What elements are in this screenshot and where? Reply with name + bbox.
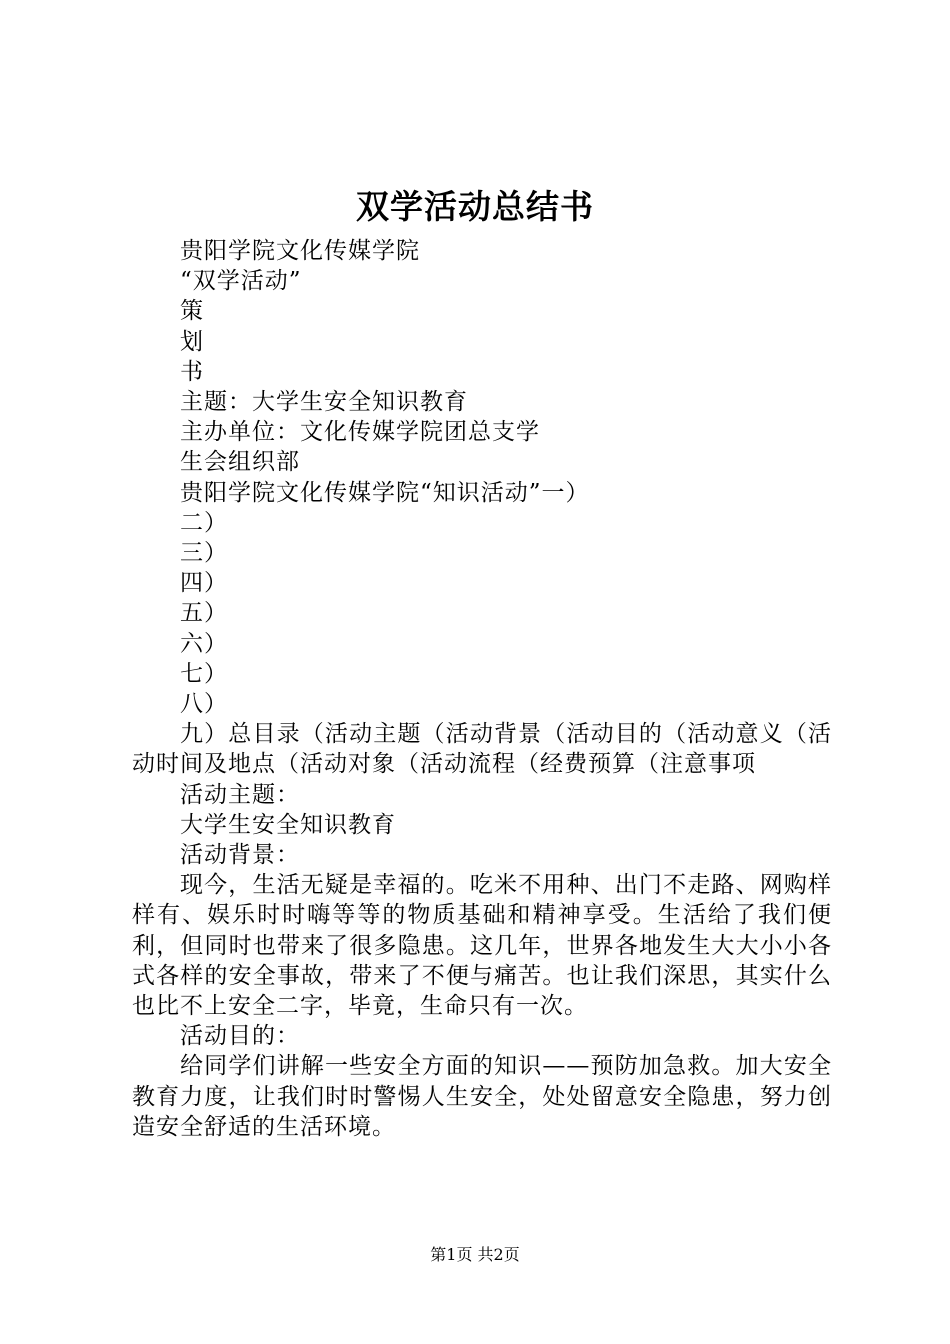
purpose-label: 活动目的： [180, 1023, 300, 1050]
header-line: 贵阳学院文化传媒学院 [180, 238, 420, 264]
header-line: 主办单位：文化传媒学院团总支学 [180, 419, 540, 446]
header-line: 二） [180, 509, 228, 536]
header-line: 贵阳学院文化传媒学院“知识活动”一） [180, 479, 590, 506]
header-line: 七） [180, 660, 228, 687]
header-line: 八） [180, 691, 228, 718]
header-line: 书 [180, 358, 204, 385]
header-line: “双学活动” [180, 268, 302, 295]
header-line: 六） [180, 630, 228, 657]
document-body [132, 236, 832, 1142]
header-line: 划 [180, 328, 204, 355]
toc-paragraph: 九）总目录（活动主题（活动背景（活动目的（活动意义（活动时间及地点（活动对象（活动流程（经费预算（注意事项 [132, 721, 832, 778]
header-line: 三） [180, 540, 228, 567]
background-label: 活动背景： [180, 842, 300, 869]
header-line: 生会组织部 [180, 449, 300, 476]
header-line: 四） [180, 570, 228, 597]
header-line: 主题：大学生安全知识教育 [180, 389, 468, 416]
page-footer: 第1页 共2页 [430, 1245, 520, 1264]
purpose-paragraph: 给同学们讲解一些安全方面的知识——预防加急救。加大安全教育力度，让我们时时警惕人生安全，处处留意安全隐患，努力创造安全舒适的生活环境。 [132, 1053, 832, 1140]
document-title: 双学活动总结书 [356, 187, 594, 226]
theme-label: 活动主题： [180, 781, 300, 808]
header-line: 五） [180, 600, 228, 627]
background-paragraph: 现今，生活无疑是幸福的。吃米不用种、出门不走路、网购样样有、娱乐时时嗨等等的物质基础和精神享受。生活给了我们便利，但同时也带来了很多隐患。这几年，世界各地发生大大小小各式各样的安全事故，带来了不便与痛苦。也让我们深思，其实什么也比不上安全二字，毕竟，生命只有一次。 [132, 872, 832, 1020]
header-line: 策 [180, 298, 204, 325]
theme-value: 大学生安全知识教育 [180, 811, 396, 838]
